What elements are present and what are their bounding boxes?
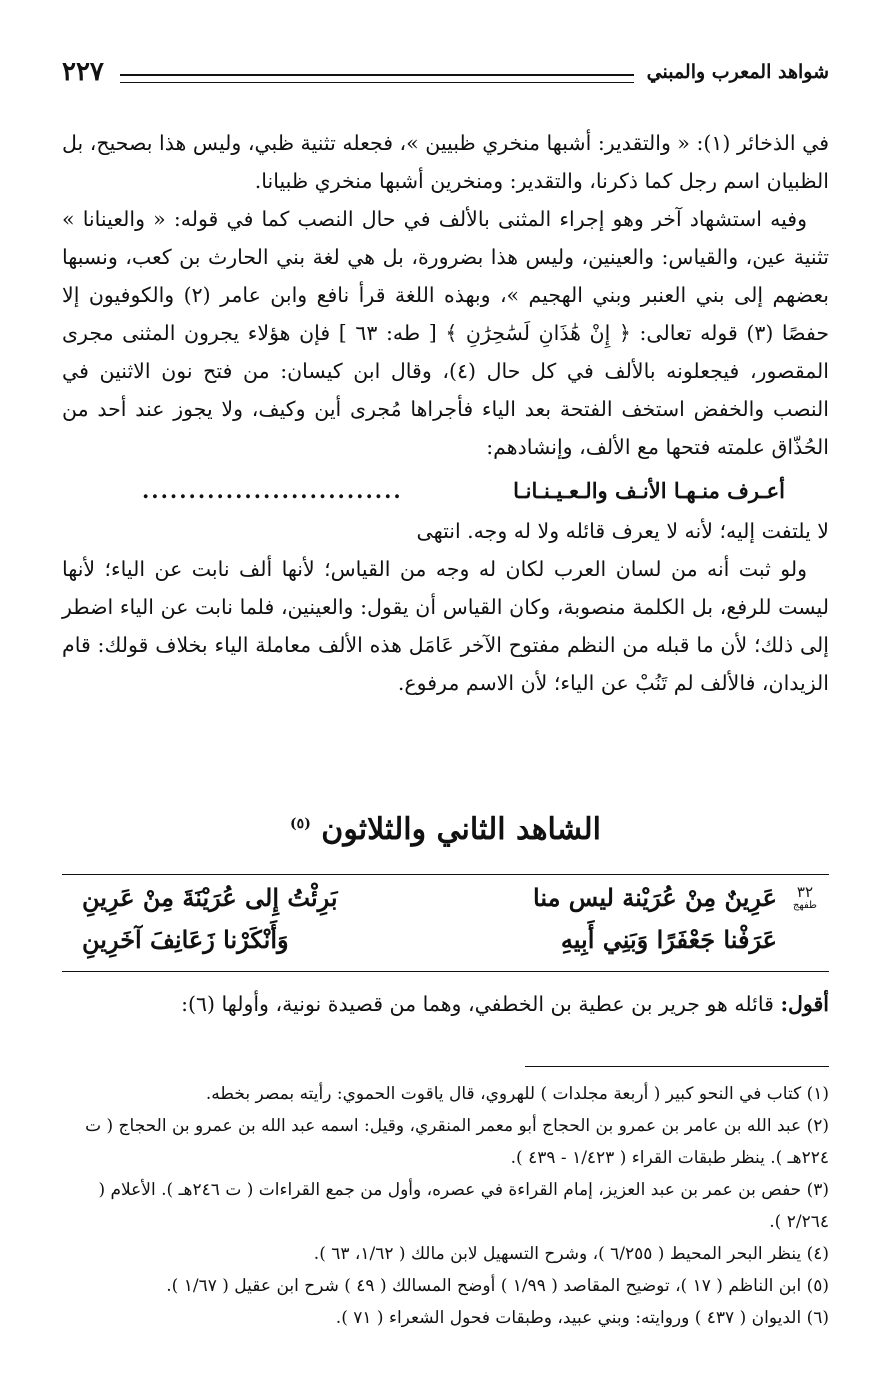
page-number: ٢٢٧ [62, 57, 104, 87]
poem-number [793, 885, 817, 913]
footnotes [62, 1078, 829, 1334]
footnote: (١) كتاب في النحو كبير ( أربعة مجلدات ) للهروي، قال ياقوت الحموي: رأيته بمصر بخطه. [205, 1084, 829, 1104]
header-rule [120, 74, 634, 83]
poem-line2-second-hemistich: وَأَنْكَرْنا زَعَانِفَ آخَرِينِ [82, 925, 289, 954]
poem-meter: طفهج [792, 900, 817, 911]
verse-hemistich: أعـرف منـهـا الأنـف والـعـيـنـانـا [513, 478, 785, 503]
paragraph-1: في الذخائر (١): « والتقدير: أشبها منخري ظبيين »، فجعله تثنية ظبي، وليس هذا بصحيح، بل الظبيان اسم رجل كما ذكرنا، والتقدير: ومنخرين أشبها منخري ظبيانا. [62, 131, 829, 193]
verse-dots: ............................ [142, 478, 403, 503]
paragraph-4: ولو ثبت أنه من لسان العرب لكان له وجه من القياس؛ لأنها ألف نابت عن الياء؛ لأنها ليست للرفع، بل الكلمة منصوبة، وكان القياس أن يقول: والعينين، فلما نابت عن الياء اضطر إلى ذلك؛ لأن ما قبله من النظم مفتوح الآخر عَامَل هذه الألف معاملة الياء بخلاف قولك: قام الزيدان، فالألف لم تَنُبْ عن الياء؛ لأن الاسم مرفوع. [62, 557, 829, 695]
commentary-text: قائله هو جرير بن عطية بن الخطفي، وهما من قصيدة نونية، وأولها (٦): [181, 992, 781, 1016]
quoted-verse [62, 470, 829, 512]
footnote: (٢) عبد الله بن عامر بن عمرو بن الحجاج أبو معمر المنقري، وقيل: اسمه عبد الله بن عمرو بن الحجاج ( ت ٢٢٤هـ ). ينظر طبقات القراء ( ١/٤٢٣ - ٤٣٩ ). [85, 1116, 829, 1168]
poem-line2-first-hemistich: عَرَفْنا جَعْفَرًا وَبَنِي أَبِيهِ [560, 925, 777, 954]
section-title-text: الشاهد الثاني والثلاثون [321, 812, 601, 847]
paragraph-2: وفيه استشهاد آخر وهو إجراء المثنى بالألف في حال النصب كما في قوله: « والعينانا » تثنية عين، والقياس: والعينين، وليس هذا بضرورة، بل هي لغة بني الحارث بن كعب، ونسبها بعضهم إلى بني العنبر وبني الهجيم »، وبهذه اللغة قرأ نافع وابن عامر (٢) والكوفيون إلا حفصًا (٣) قوله تعالى: ﴿ إِنْ هَٰذَانِ لَسَٰحِرَٰنِ ﴾ [ طه: ٦٣ ] فإن هؤلاء يجرون المثنى مجرى المقصور، فيجعلونه بالألف في كل حال (٤)، وقال ابن كيسان: من فتح نون الاثنين في النصب والخفض استخف الفتحة بعد الياء فأجراها مُجرى أين وكيف، ولا يجوز عند أحد من الحُذّاق علمته فتحها مع الألف، وإنشادهم: [62, 207, 829, 459]
footnote: (٤) ينظر البحر المحيط ( ٦/٢٥٥ )، وشرح التسهيل لابن مالك ( ١/٦٢، ٦٣ ). [313, 1244, 829, 1264]
poem-line1-second-hemistich: بَرِئْتُ إِلى عُرَيْنَةَ مِنْ عَرِينِ [82, 883, 338, 912]
commentary-label: أقول: [780, 992, 829, 1016]
commentary-paragraph [62, 986, 829, 1022]
poem-number-value: ٣٢ [796, 883, 814, 901]
footnote-separator [525, 1066, 829, 1067]
running-title: شواهد المعرب والمبني [646, 61, 829, 83]
main-text [62, 124, 829, 702]
poem-box [62, 874, 829, 972]
paragraph-3: لا يلتفت إليه؛ لأنه لا يعرف قائله ولا له وجه. انتهى [416, 519, 829, 543]
footnote: (٦) الديوان ( ٤٣٧ ) وروايته: وبني عبيد، وطبقات فحول الشعراء ( ٧١ ). [335, 1308, 829, 1328]
footnote: (٣) حفص بن عمر بن عبد العزيز، إمام القراءة في عصره، وأول من جمع القراءات ( ت ٢٤٦هـ ). الأعلام ( ٢/٢٦٤ ). [98, 1180, 829, 1232]
poem-line1-first-hemistich: عَرِينٌ مِنْ عُرَيْنة ليس منا [533, 883, 777, 912]
page-header [62, 55, 829, 89]
section-title-footnote-ref: (٥) [290, 816, 311, 832]
section-title [62, 812, 829, 847]
footnote: (٥) ابن الناظم ( ١٧ )، توضيح المقاصد ( ١/٩٩ ) أوضح المسالك ( ٤٩ ) شرح ابن عقيل ( ١/٦٧ ). [166, 1276, 829, 1296]
